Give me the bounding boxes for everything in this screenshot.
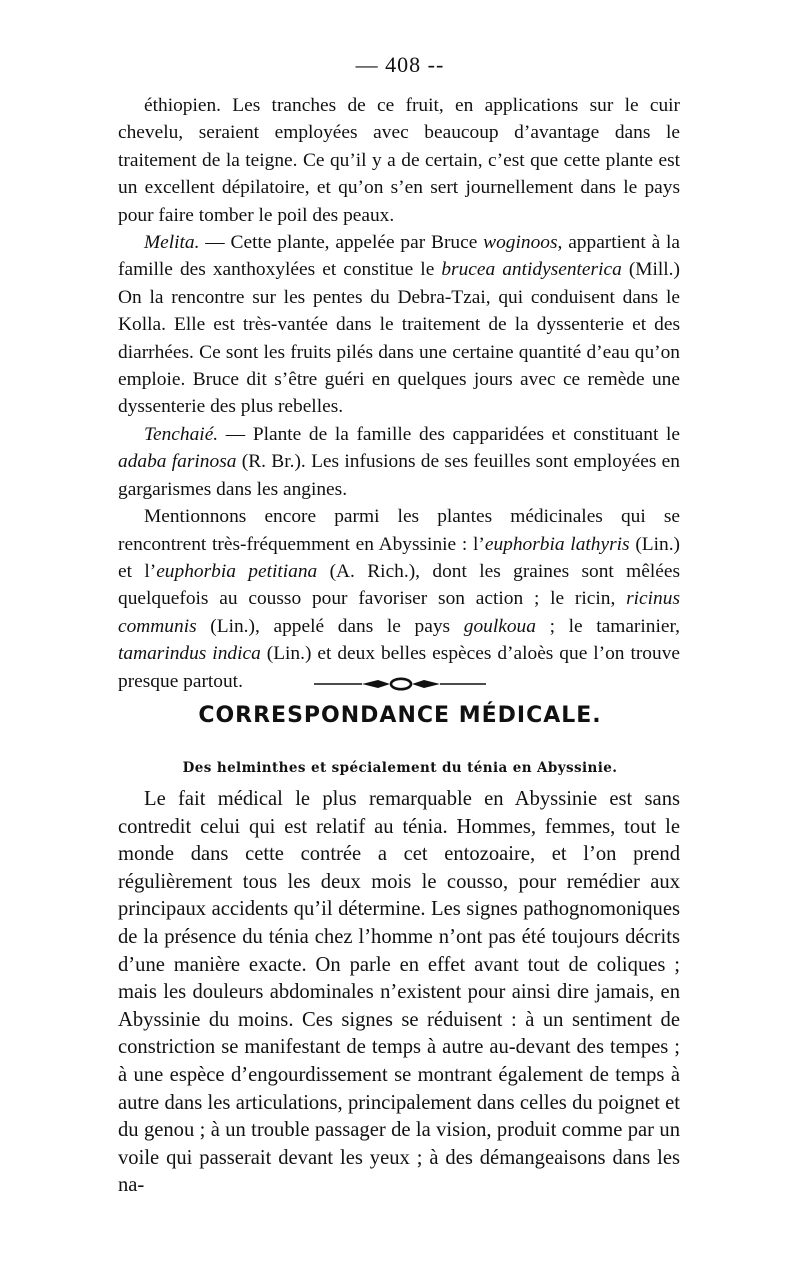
- text-segment: (Mill.) On la rencontre sur les pentes du Debra-Tzai, qui conduisent dans le Kolla. Elle est très-vantée dans le traitement de la dyssenterie et des diarrhées. Ce sont les fruits pilés dans une certaine quantité d’eau qu’on emploie. Bruce dit s’être guéri en quelques jours avec ce remède une dyssenterie des plus rebelles.: [118, 259, 680, 418]
- italic-term: goulkoua: [463, 615, 536, 637]
- text-segment: éthiopien. Les tranches de ce fruit, en applications sur le cuir chevelu, seraient employées avec beaucoup d’avantage dans le traitement de la teigne. Ce qu’il y a de certain, c’est que cette plante est un excellent dépilatoire, et qu’on s’en sert journellement dans le pays pour faire tomber le poil des peaux.: [118, 95, 680, 226]
- italic-term: Tenchaié.: [144, 423, 219, 445]
- text-segment: ; le tamarinier,: [535, 615, 680, 637]
- text-segment: Le fait médical le plus remarquable en Abyssinie est sans contredit celui qui est relatif au ténia. Hommes, femmes, tout le monde dans cette contrée a cet entozoaire, et l’on prend régulièrement tous les deux mois le cousso, pour remédier aux principaux accidents qu’il détermine. Les signes pathognomoniques de la présence du ténia chez l’homme n’ont pas été toujours décrits d’une manière exacte. On parle en effet avant tout de coliques ; mais les douleurs abdominales n’existent pour ainsi dire jamais, en Abyssinie du moins. Ces signes se réduisent : à un sentiment de constriction se manifestant de temps à autre au-devant des tempes ; à une espèce d’engourdissement se montrant également de temps à autre dans les articulations, principalement dans celles du poignet et du genou ; à un trouble passager de la vision, produit comme par un voile qui passerait devant les yeux ; à des démangeaisons dans les na-: [118, 788, 680, 1197]
- italic-term: Melita.: [144, 232, 200, 254]
- lower-body-text: [118, 786, 680, 1200]
- text-segment: — Cette plante, appelée par Bruce: [199, 232, 484, 254]
- italic-term: adaba farinosa: [118, 451, 237, 473]
- paragraph: [118, 421, 680, 503]
- text-segment: , appartient à la famille des xanthoxylées et constitue le: [118, 232, 681, 281]
- page-number: — 408 --: [355, 52, 445, 77]
- paragraph: [118, 786, 680, 1200]
- text-segment: (Lin.) et deux belles espèces d’aloès que l’on trouve presque partout.: [118, 643, 680, 692]
- upper-body-text: [118, 92, 680, 695]
- text-segment: (R. Br.). Les infusions de ses feuilles sont employées en gargarismes dans les angines.: [118, 451, 680, 500]
- text-segment: (Lin.) et l’: [118, 533, 681, 582]
- paragraph: [118, 229, 680, 421]
- paragraph: [118, 503, 680, 695]
- italic-term: euphorbia petitiana: [156, 560, 318, 582]
- text-segment: — Plante de la famille des capparidées et constituant le: [218, 423, 680, 445]
- ornament-divider: [300, 676, 500, 692]
- paragraph: [118, 92, 680, 229]
- italic-term: tamarindus indica: [118, 643, 261, 665]
- italic-term: brucea antidysenterica: [441, 259, 622, 281]
- italic-term: ricinus communis: [118, 588, 680, 637]
- italic-term: euphorbia lathyris: [484, 533, 630, 555]
- text-segment: (Lin.), appelé dans le pays: [196, 615, 464, 637]
- italic-term: woginoos: [483, 232, 558, 254]
- section-title: CORRESPONDANCE MÉDICALE.: [198, 703, 602, 728]
- text-segment: (A. Rich.), dont les graines sont mêlées quelquefois au cousso pour favoriser son action ; le ricin,: [118, 560, 680, 610]
- section-subtitle: Des helminthes et spécialement du ténia en Abyssinie.: [182, 760, 618, 776]
- text-segment: Mentionnons encore parmi les plantes médicinales qui se rencontrent très-fréquemment en Abyssinie : l’: [118, 506, 680, 555]
